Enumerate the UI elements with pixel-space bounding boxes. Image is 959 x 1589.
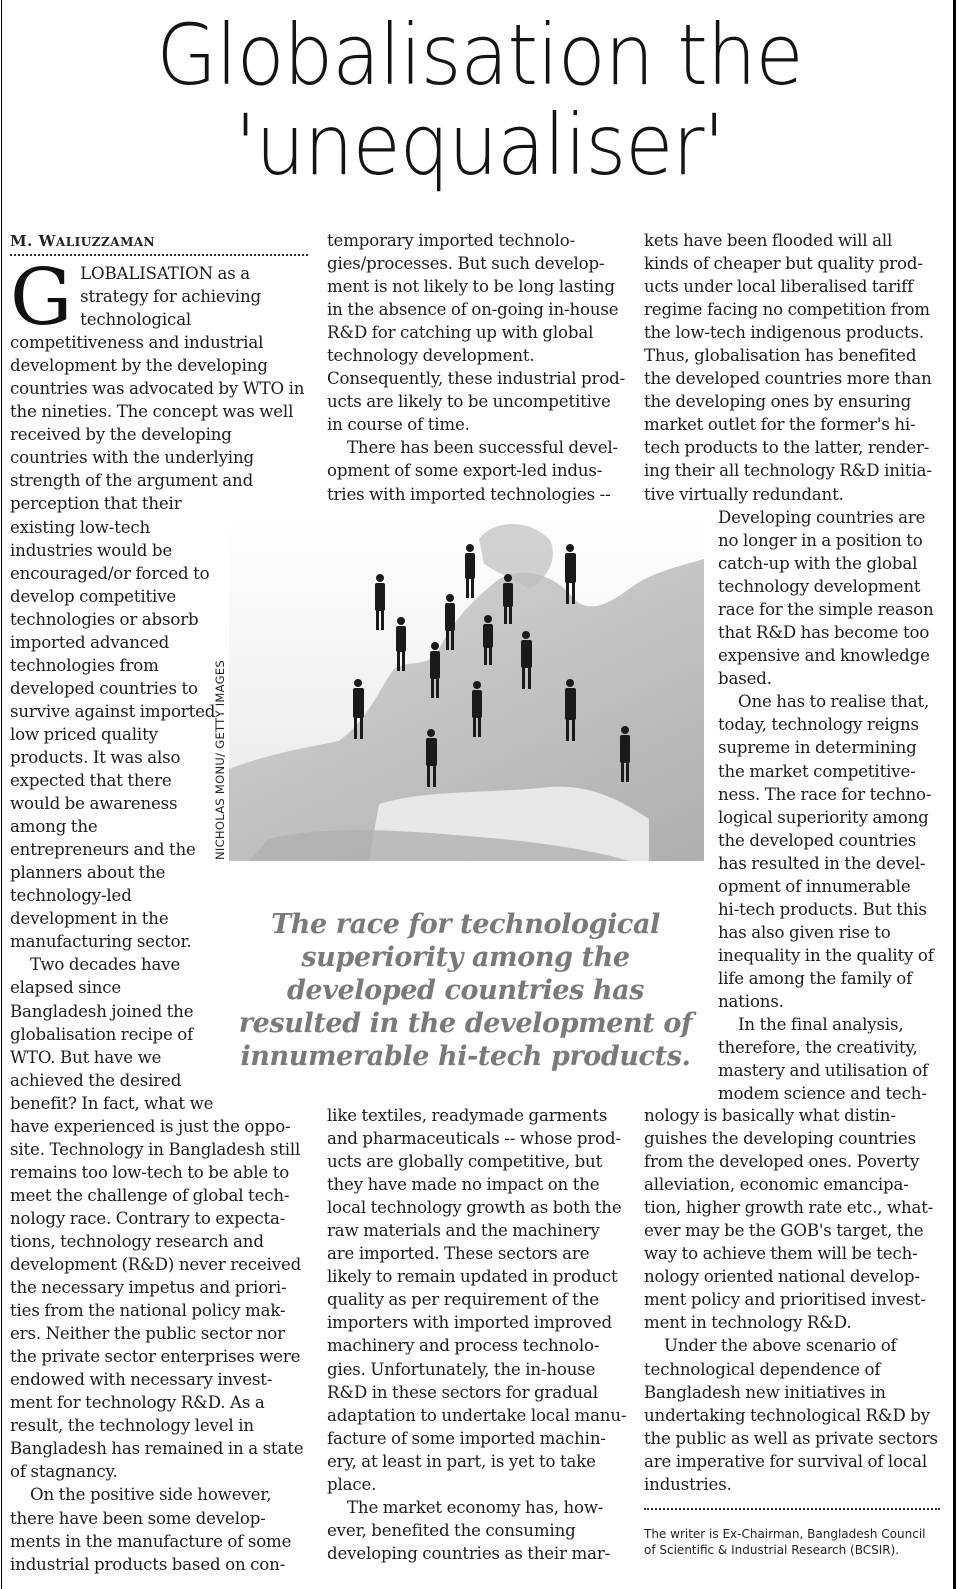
article-line: survive against imported [10, 701, 216, 721]
article-line: the developing ones by ensuring [644, 392, 912, 412]
europe-map-photo [229, 519, 704, 861]
article-line: ucts under local liberalised tariff [644, 277, 914, 297]
column-2-top [327, 229, 632, 506]
article-line: endowed with necessary invest- [10, 1370, 273, 1390]
article-line: On the positive side however, [30, 1485, 272, 1505]
column-3-bottom [644, 1104, 944, 1496]
article-line: remains too low-tech to be able to [10, 1162, 290, 1182]
article-line: technology development. [327, 346, 535, 366]
article-line: ing their all technology R&D initia- [644, 461, 932, 481]
article-line: the public as well as private sectors [644, 1428, 938, 1448]
article-line: today, technology reigns [718, 715, 919, 735]
column-3-top [644, 229, 944, 506]
article-line: The market economy has, how- [347, 1497, 604, 1517]
article-line: raw materials and the machinery [327, 1221, 600, 1241]
article-line: industries. [644, 1474, 732, 1494]
article-line: nology race. Contrary to expecta- [10, 1208, 286, 1228]
article-line: achieved the desired [10, 1070, 182, 1090]
article-line: like textiles, readymade garments [327, 1106, 608, 1125]
headline-line-1: Globalisation the [156, 6, 803, 104]
article-line: meet the challenge of global tech- [10, 1185, 290, 1205]
column-2-bottom [327, 1104, 632, 1565]
article-line: guishes the developing countries [644, 1129, 916, 1149]
article-line: elapsed since [10, 978, 122, 998]
article-line: Bangladesh joined the [10, 1001, 194, 1021]
article-line: Bangladesh new initiatives in [644, 1382, 886, 1402]
article-line: R&D for catching up with global [327, 323, 594, 343]
article-line: industrial products based on con- [10, 1554, 286, 1574]
article-line: develop competitive [10, 586, 177, 606]
article-line: has resulted in the devel- [718, 853, 926, 873]
article-line: market outlet for the former's hi- [644, 415, 916, 435]
article-line: There has been successful devel- [347, 438, 618, 458]
byline-name-first: W [38, 232, 56, 250]
article-line: opment of some export-led indus- [327, 461, 603, 481]
article-line: development (R&D) never received [10, 1255, 302, 1275]
author-note-line-1: The writer is Ex-Chairman, Bangladesh Council [644, 1527, 926, 1541]
article-line: machinery and process technolo- [327, 1336, 600, 1356]
article-line: ment policy and prioritised invest- [644, 1290, 926, 1310]
article-line: technological [80, 310, 192, 330]
article-line: One has to realise that, [738, 692, 930, 712]
article-line: hi-tech products. But this [718, 899, 927, 919]
article-line: strategy for achieving [80, 287, 261, 307]
article-line: mastery and utilisation of [718, 1061, 929, 1081]
article-line: technologies from [10, 655, 159, 675]
article-line: imported advanced [10, 632, 170, 652]
article-line: site. Technology in Bangladesh still [10, 1139, 301, 1159]
article-line: based. [718, 669, 772, 689]
article-line: nology oriented national develop- [644, 1267, 920, 1287]
article-line: technology development [718, 577, 921, 597]
map-illustration [229, 519, 704, 861]
article-line: opment of innumerable [718, 876, 911, 896]
article-line: kinds of cheaper but quality prod- [644, 254, 923, 274]
article-line: regime facing no competition from [644, 300, 930, 320]
article-line: inequality in the quality of [718, 945, 934, 965]
article-line: likely to remain updated in product [327, 1267, 618, 1287]
headline-line-2: 'unequaliser' [234, 96, 725, 194]
article-line: they have made no impact on the [327, 1175, 600, 1195]
byline-name-rest: ALIUZZAMAN [55, 235, 156, 249]
article-line: are imported. These sectors are [327, 1244, 590, 1264]
article-line: developing countries as their mar- [327, 1543, 611, 1563]
article-line: result, the technology level in [10, 1416, 254, 1436]
article-line: benefit? In fact, what we [10, 1093, 214, 1113]
article-line: kets have been flooded will all [644, 231, 893, 250]
article-line: Consequently, these industrial prod- [327, 369, 626, 389]
article-line: quality as per requirement of the [327, 1290, 599, 1310]
article-line: technologies or absorb [10, 609, 199, 629]
article-line: ment in technology R&D. [644, 1313, 852, 1333]
article-line: importers with imported improved [327, 1313, 613, 1333]
article-line: from the developed ones. Poverty [644, 1152, 920, 1172]
article-line: planners about the [10, 863, 166, 883]
article-line: modem science and tech- [718, 1084, 927, 1104]
article-line: would be awareness [10, 794, 178, 814]
article-line: place. [327, 1474, 377, 1494]
article-line: ments in the manufacture of some [10, 1531, 292, 1551]
article-line: tive virtually redundant. [644, 484, 844, 504]
article-line: gies. Unfortunately, the in-house [327, 1359, 596, 1379]
article-line: Under the above scenario of [664, 1336, 897, 1356]
article-line: ever, benefited the consuming [327, 1520, 576, 1540]
footer-divider [644, 1508, 940, 1510]
article-line: of stagnancy. [10, 1462, 118, 1482]
article-line: WTO. But have we [10, 1047, 162, 1067]
article-line: perception that their [10, 494, 182, 514]
article-line: alleviation, economic emancipa- [644, 1175, 909, 1195]
article-line: LOBALISATION as a [80, 264, 251, 283]
article-line: have experienced is just the oppo- [10, 1116, 291, 1136]
article-line: nology is basically what distin- [644, 1106, 896, 1125]
article-line: the necessary impetus and priori- [10, 1278, 287, 1298]
article-line: ers. Neither the public sector nor [10, 1324, 285, 1344]
article-line: Thus, globalisation has benefited [644, 346, 917, 366]
article-line: temporary imported technolo- [327, 231, 576, 250]
article-line: industries would be [10, 540, 173, 560]
article-line: developed countries to [10, 678, 198, 698]
article-line: tech products to the latter, render- [644, 438, 930, 458]
article-line: low priced quality [10, 724, 158, 744]
article-line: the private sector enterprises were [10, 1347, 301, 1367]
article-line: the low-tech indigenous products. [644, 323, 924, 343]
pull-quote: The race for technological superiority among the developed countries has resulted in the development of innumerable hi-tech products. [238, 909, 693, 1072]
author-note [644, 1526, 944, 1558]
article-line: the developed countries more than [644, 369, 932, 389]
article-line: received by the developing [10, 425, 232, 445]
article-line: are imperative for survival of local [644, 1451, 927, 1471]
article-line: entrepreneurs and the [10, 840, 196, 860]
article-line: the developed countries [718, 830, 917, 850]
article-line: logical superiority among [718, 807, 929, 827]
article-line: Developing countries are [718, 508, 926, 527]
article-line: adaptation to undertake local manu- [327, 1405, 627, 1425]
article-line: therefore, the creativity, [718, 1038, 918, 1058]
article-line: tion, higher growth rate etc., what- [644, 1198, 934, 1218]
article-line: among the [10, 817, 98, 837]
article-line: countries with the underlying [10, 448, 254, 468]
article-line: In the final analysis, [738, 1015, 904, 1035]
article-line: undertaking technological R&D by [644, 1405, 930, 1425]
article-line: products. It was also [10, 747, 181, 767]
article-line: strength of the argument and [10, 471, 254, 491]
article-line: race for the simple reason [718, 600, 934, 620]
article-line: ness. The race for techno- [718, 784, 932, 804]
article-line: manufacturing sector. [10, 932, 192, 952]
author-note-line-2: of Scientific & Industrial Research (BCSIR). [644, 1543, 900, 1557]
article-line: expected that there [10, 771, 172, 791]
article-line: that R&D has become too [718, 623, 930, 643]
article-line: expensive and knowledge [718, 646, 930, 666]
article-line: countries was advocated by WTO in [10, 379, 305, 399]
article-line: ever may be the GOB's target, the [644, 1221, 924, 1241]
article-line: the market competitive- [718, 761, 916, 781]
article-line: gies/processes. But such develop- [327, 254, 605, 274]
article-line: supreme in determining [718, 738, 917, 758]
article-line: there have been some develop- [10, 1508, 266, 1528]
article-line: and pharmaceuticals -- whose prod- [327, 1129, 621, 1149]
right-edge-rule [953, 0, 956, 1589]
article-line: technological dependence of [644, 1359, 881, 1379]
drop-cap: G [10, 253, 73, 343]
article-line: ment is not likely to be long lasting [327, 277, 615, 297]
article-line: ment for technology R&D. As a [10, 1393, 265, 1413]
article-line: Two decades have [30, 955, 181, 975]
article-line: no longer in a position to [718, 531, 923, 551]
photo-credit: NICHOLAS MONU/ GETTY IMAGES [213, 659, 227, 860]
article-line: way to achieve them will be tech- [644, 1244, 918, 1264]
left-edge-line [1, 0, 2, 1589]
article-line: local technology growth as both the [327, 1198, 622, 1218]
article-line: encouraged/or forced to [10, 563, 210, 583]
byline-initial: M. [10, 232, 33, 250]
article-line: life among the family of [718, 968, 913, 988]
article-line: has also given rise to [718, 922, 891, 942]
article-line: tries with imported technologies -- [327, 484, 611, 504]
article-line: globalisation recipe of [10, 1024, 194, 1044]
article-line: R&D in these sectors for gradual [327, 1382, 598, 1402]
article-line: the nineties. The concept was well [10, 402, 294, 422]
article-line: development in the [10, 909, 169, 929]
article-line: Bangladesh has remained in a state [10, 1439, 304, 1459]
article-line: tions, technology research and [10, 1231, 264, 1251]
article-line: catch-up with the global [718, 554, 918, 574]
article-line: facture of some imported machin- [327, 1428, 606, 1448]
article-line: in course of time. [327, 415, 470, 435]
article-line: competitiveness and industrial [10, 333, 264, 353]
column-3-middle [718, 506, 946, 1105]
article-line: technology-led [10, 886, 132, 906]
article-line: ucts are likely to be uncompetitive [327, 392, 611, 412]
article-line: development by the developing [10, 356, 268, 376]
article-line: nations. [718, 991, 784, 1011]
article-line: existing low-tech [10, 517, 151, 537]
article-line: in the absence of on-going in-house [327, 300, 619, 320]
article-line: ties from the national policy mak- [10, 1301, 286, 1321]
article-line: ucts are globally competitive, but [327, 1152, 603, 1172]
article-line: ery, at least in part, is yet to take [327, 1451, 596, 1471]
